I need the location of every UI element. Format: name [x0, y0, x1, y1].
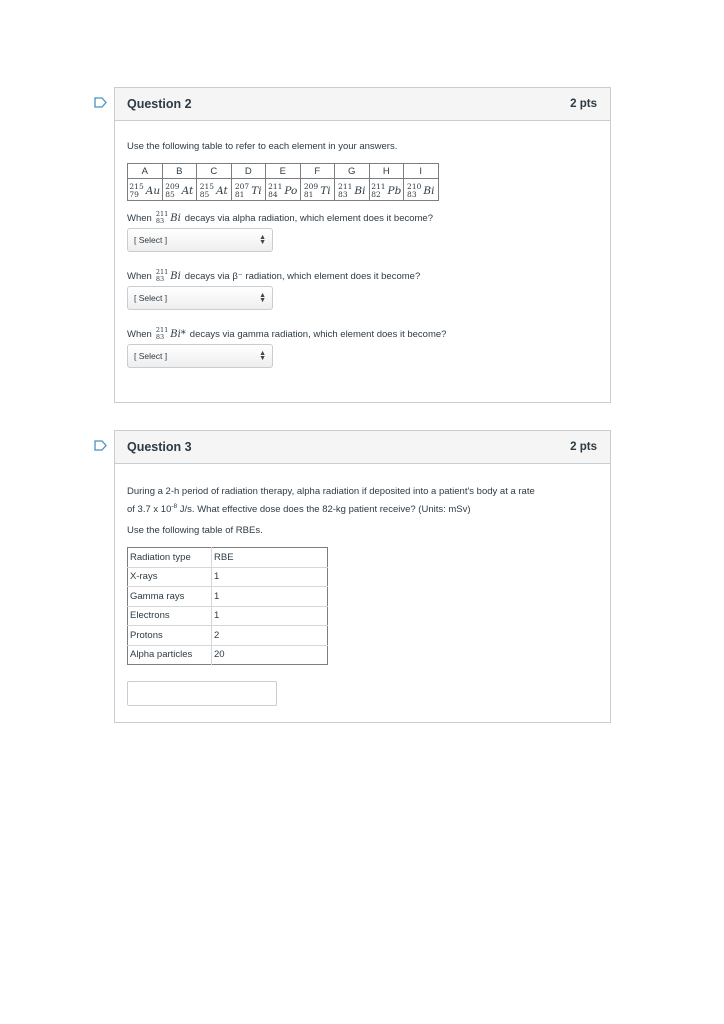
- answer-select[interactable]: [127, 344, 273, 368]
- rbe-cell: 2: [212, 626, 328, 646]
- element-cell: 211 82 Pb: [369, 179, 404, 201]
- table-row: [128, 587, 328, 607]
- dropdown-question: [127, 268, 598, 310]
- table-row: [128, 606, 328, 626]
- rbe-cell: Alpha particles: [128, 645, 212, 665]
- element-cell: 211 83 Bi: [335, 179, 370, 201]
- question-2-card: [114, 87, 611, 403]
- table-row: [128, 645, 328, 665]
- question-title: Question 2: [127, 97, 192, 111]
- element-cell: 210 83 Bi: [404, 179, 439, 201]
- question-3-header: [115, 431, 610, 464]
- prompt-text: When 211 83 Bi decays via β⁻ radiation, which element does it become?: [127, 268, 421, 283]
- column-header: I: [404, 164, 439, 179]
- rbe-table: [127, 547, 328, 665]
- column-header: D: [231, 164, 266, 179]
- select-value: [ Select ]: [134, 293, 168, 303]
- question-3-card: [114, 430, 611, 723]
- rbe-cell: Gamma rays: [128, 587, 212, 607]
- rbe-cell: 1: [212, 606, 328, 626]
- question-title: Question 3: [127, 440, 192, 454]
- element-cell: 209 85 At: [162, 179, 197, 201]
- element-cell: 209 81 Ti: [300, 179, 335, 201]
- prompt-text: When 211 83 Bi* decays via gamma radiation, which element does it become?: [127, 326, 447, 341]
- rbe-cell: 1: [212, 567, 328, 587]
- rbe-cell: 1: [212, 587, 328, 607]
- table-row: [128, 548, 328, 568]
- select-arrows-icon: ▲ ▼: [259, 350, 266, 362]
- select-arrows-icon: ▲ ▼: [259, 292, 266, 304]
- column-header: E: [266, 164, 301, 179]
- element-table: [127, 163, 439, 201]
- dropdown-question: [127, 210, 598, 252]
- table-row: [128, 626, 328, 646]
- question-2-header: [115, 88, 610, 121]
- flag-question-icon[interactable]: [94, 97, 107, 108]
- column-header: F: [300, 164, 335, 179]
- answer-select[interactable]: [127, 286, 273, 310]
- question-text: Use the following table to refer to each element in your answers.: [127, 141, 398, 152]
- element-cell: 207 81 Ti: [231, 179, 266, 201]
- column-header: B: [162, 164, 197, 179]
- rbe-cell: Radiation type: [128, 548, 212, 568]
- rbe-cell: Electrons: [128, 606, 212, 626]
- rbe-cell: RBE: [212, 548, 328, 568]
- answer-input[interactable]: [127, 681, 277, 706]
- dropdown-question: [127, 326, 598, 368]
- question-points: 2 pts: [570, 441, 597, 453]
- element-cell: 215 79 Au: [128, 179, 163, 201]
- rbe-cell: 20: [214, 649, 225, 661]
- select-value: [ Select ]: [134, 351, 168, 361]
- column-header: G: [335, 164, 370, 179]
- column-header: C: [197, 164, 232, 179]
- select-arrows-icon: ▲ ▼: [259, 234, 266, 246]
- question-points: 2 pts: [570, 98, 597, 110]
- table-intro: Use the following table of RBEs.: [127, 525, 263, 537]
- rbe-cell: X-rays: [128, 567, 212, 587]
- element-cell: 211 84 Po: [266, 179, 301, 201]
- question-text: During a 2-h period of radiation therapy, alpha radiation if deposited into a patient's body at a rate of 3.7 x $10^{-8}$ J/s. What effective dose does the 82-kg patient receive? (Units: mSv): [127, 486, 535, 516]
- flag-question-icon[interactable]: [94, 440, 107, 451]
- select-value: [ Select ]: [134, 235, 168, 245]
- answer-select[interactable]: [127, 228, 273, 252]
- column-header: A: [128, 164, 163, 179]
- element-cell: 215 85 At: [197, 179, 232, 201]
- table-row: [128, 567, 328, 587]
- rbe-cell: Protons: [128, 626, 212, 646]
- prompt-text: When 211 83 Bi decays via alpha radiation, which element does it become?: [127, 210, 433, 225]
- column-header: H: [369, 164, 404, 179]
